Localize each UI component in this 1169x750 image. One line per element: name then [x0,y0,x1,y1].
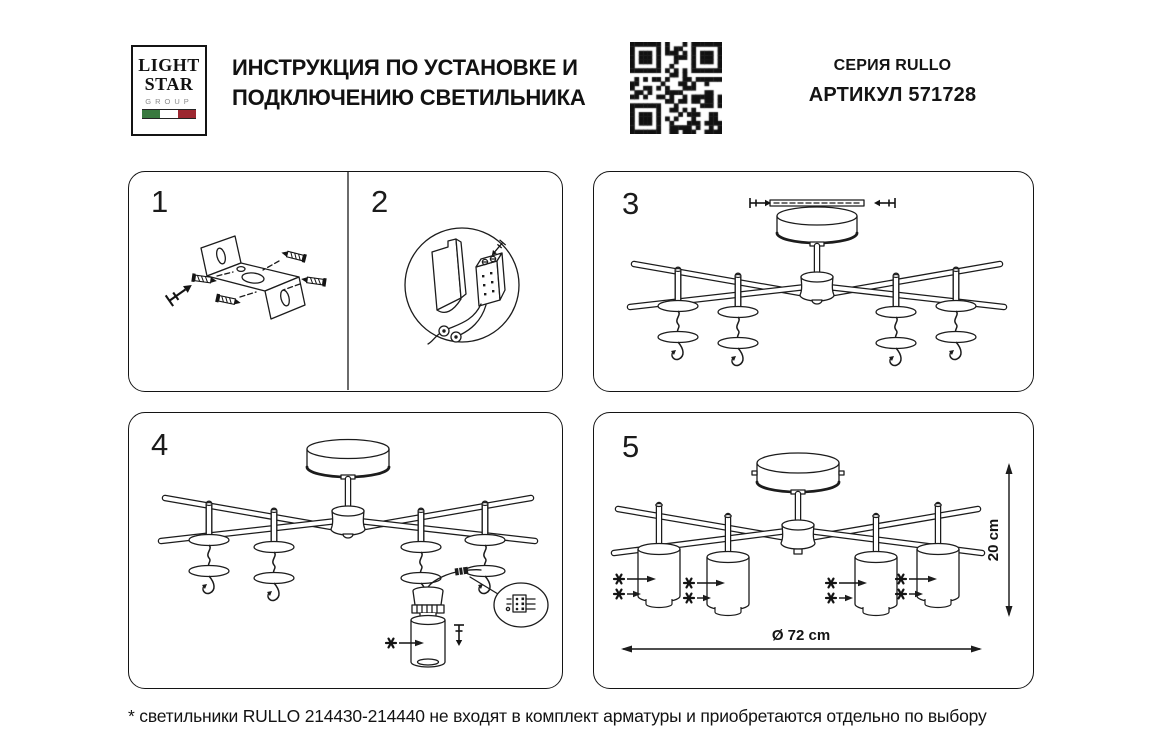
screw-icon [750,198,771,208]
ceiling-canopy [752,453,844,492]
central-hub [781,520,815,554]
lightstar-logo [131,45,207,136]
qr-code [630,42,722,134]
wall-anchor [215,294,241,307]
lamp-hanger [189,503,229,594]
step-number-3: 3 [622,186,640,221]
lampshade [638,544,680,608]
lamp-hanger [658,269,698,360]
italian-flag-bar [142,109,196,119]
screw-icon [874,198,895,208]
step-number-5: 5 [622,429,640,464]
mounting-bracket-drawing [166,236,327,319]
footnote: * светильники RULLO 214430-214440 не входят в комплект арматуры и приобретаются отдельно по выбору [128,706,987,726]
logo-word-light: LIGHT [138,55,200,75]
step3-illustration [594,172,1032,390]
lamp-hanger [465,503,505,594]
asterisk-marker [386,639,396,648]
diameter-label: Ø 72 cm [771,627,831,644]
title-line-1: ИНСТРУКЦИЯ ПО УСТАНОВКЕ И [232,55,578,80]
step-number-4: 4 [151,427,169,462]
step-number-1: 1 [151,184,169,219]
product-info [775,57,1010,107]
central-hub [331,506,365,538]
wire [460,305,486,335]
lamp-hanger [876,275,916,366]
wiring-detail-circle [405,228,519,344]
panel-step-4 [128,412,563,689]
wire-connector [455,567,469,576]
dimension-height [985,463,1013,617]
dimension-diameter [621,627,982,653]
series-label: СЕРИЯ RULLO [833,57,952,74]
lamp-hanger [718,275,758,366]
step1-2-illustration [129,172,561,390]
article-label: АРТИКУЛ 571728 [808,84,977,106]
wall-anchor [280,249,306,263]
logo-word-group: GROUP [145,97,193,106]
lamp-hanger [936,269,976,360]
terminal-detail-callout [470,577,548,627]
wire [448,304,481,329]
wall-anchor [301,275,327,287]
title-line-2: ПОДКЛЮЧЕНИЮ СВЕТИЛЬНИКА [232,85,586,110]
screw-icon [454,625,464,646]
lamp-socket-assembly [386,567,481,667]
height-label: 20 cm [985,518,1002,562]
screw-icon [166,280,196,306]
panel-step-1-2 [128,171,563,392]
logo-word-star: STAR [144,74,194,94]
lamp-hanger [254,510,294,601]
page-title [232,53,632,113]
step5-illustration [594,413,1032,687]
step-number-2: 2 [371,184,389,219]
central-hub [800,272,834,304]
ceiling-canopy [777,207,857,243]
terminal-block [476,261,500,306]
lampshade [917,544,959,608]
panel-step-5 [593,412,1034,689]
step4-illustration [129,413,561,687]
panel-step-3 [593,171,1034,392]
ceiling-canopy [307,440,389,478]
